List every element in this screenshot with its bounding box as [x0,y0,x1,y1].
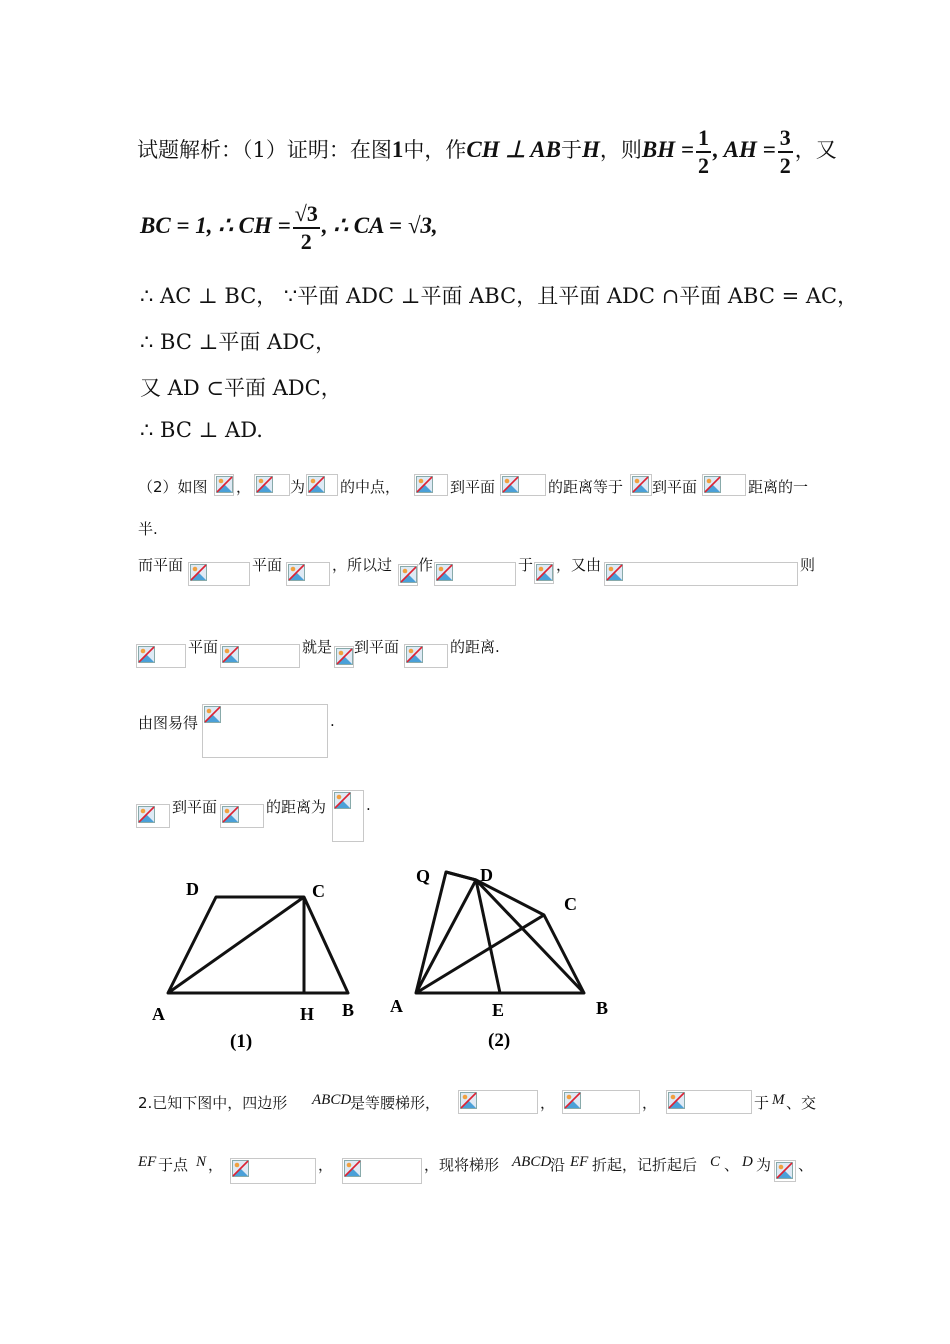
prob2-b-8: EF [570,1154,589,1170]
fraction-three-halves: $\frac{3}{2}$ [779,124,791,178]
p2-text-0: 而平面 [138,556,184,574]
label-q: Q [416,866,431,886]
p5-text-0: 到平面 [172,798,218,816]
solution-line-1: 试题解析：（1）证明：在图1中，作CH ⊥ AB于H，则BH = $\frac{1}{2}$ , AH = $\frac{3}{2}$ ，又 [137,124,837,178]
prob2-a-6: M [772,1092,785,1108]
p1-text-0: （2）如图 [138,478,208,496]
prob2-b-12: D [742,1154,753,1170]
p1-text-4: 到平面 [450,478,496,496]
p2-text-4: 于 [518,556,534,574]
label-c: C [564,894,577,914]
label-a: A [152,1004,165,1024]
formula-image [398,564,418,586]
formula-image [202,704,328,758]
p1b-text: 半. [138,520,158,538]
broken-image-icon [232,1160,249,1177]
prob2-b-9: 折起，记折起后 [592,1156,698,1174]
trapezoid-outline [168,897,348,993]
formula-image [306,474,338,496]
p1-text-6: 到平面 [652,478,698,496]
line-d-e [476,880,500,993]
line-q-d [446,872,476,880]
formula-image [458,1090,538,1114]
formula-image [214,474,234,496]
broken-image-icon [668,1092,685,1109]
p5-text-2: . [366,796,371,814]
p1-text-5: 的距离等于 [548,478,624,496]
diagonal-ac [168,897,304,993]
prob2-b-10: C [710,1154,721,1170]
formula-image [414,474,448,496]
prob2-a-4: ， [642,1094,658,1112]
p1-text-2: 为 [290,478,306,496]
p2-text-2: ，所以过 [332,556,393,574]
formula-image [136,804,170,828]
p1-text-7: 距离的一 [748,478,809,496]
formula-image [332,790,364,842]
caption-2: (2) [488,1030,511,1050]
broken-image-icon [190,564,207,581]
solution-line-2: BC = 1, ∴ CH = $\frac{√3}{2}$ , ∴ CA = √3, [140,200,438,254]
broken-image-icon [416,476,433,493]
formula-image [334,646,354,668]
formula-image [604,562,798,586]
figure-2-folded [384,860,624,1050]
formula-image [230,1158,316,1184]
broken-image-icon [308,476,325,493]
broken-image-icon [216,476,233,493]
broken-image-icon [606,564,623,581]
p3-text-3: 的距离. [450,638,500,656]
broken-image-icon [704,476,721,493]
formula-image [630,474,652,496]
p2-text-5: ，又由 [556,556,602,574]
prob2-b-13: 为 [756,1156,772,1174]
formula-image [254,474,290,496]
prob2-b-7: 沿 [550,1156,566,1174]
broken-image-icon [632,476,649,493]
p3-text-2: 到平面 [354,638,400,656]
broken-image-icon [536,564,553,581]
fraction-one-half: $\frac{1}{2}$ [697,124,709,178]
label-b: B [342,1000,355,1020]
solution-line-6: ∴ BC ⊥ AD. [140,418,263,442]
formula-image [500,474,546,496]
broken-image-icon [336,648,353,665]
prob2-b-6: ABCD [512,1154,552,1170]
broken-image-icon [288,564,305,581]
prob2-b-1: 于点 [158,1156,189,1174]
broken-image-icon [334,792,351,809]
prob2-b-0: EF [138,1154,157,1170]
formula-image [342,1158,422,1184]
broken-image-icon [222,806,239,823]
prob2-b-14: 、 [798,1156,814,1174]
label-e: E [492,1000,505,1020]
prob2-a-5: 于 [754,1094,770,1112]
formula-image [220,804,264,828]
broken-image-icon [400,566,417,583]
formula-image [434,562,516,586]
prob2-b-4: ， [318,1156,334,1174]
broken-image-icon [776,1162,793,1179]
p1-text-1: ， [236,478,252,496]
formula-image [136,644,186,668]
p3-text-1: 就是 [302,638,333,656]
broken-image-icon [344,1160,361,1177]
figure-1-trapezoid [140,870,380,1060]
broken-image-icon [460,1092,477,1109]
prob2-a-3: ， [540,1094,556,1112]
broken-image-icon [138,646,155,663]
solution-line-5: 又 AD ⊂平面 ADC， [140,376,342,400]
formula-image [666,1090,752,1114]
solution-line-3: ∴ AC ⊥ BC， ∵平面 ADC ⊥平面 ABC，且平面 ADC ∩平面 ABC = AC， [140,284,859,308]
prob2-a-1: ABCD [312,1092,352,1108]
formula-image [404,644,448,668]
label-b: B [596,998,609,1018]
formula-image [220,644,300,668]
broken-image-icon [222,646,239,663]
label-h: H [300,1004,315,1024]
p1-text-3: 的中点， [340,478,401,496]
label-d: D [480,865,493,885]
p4-text-0: 由图易得 [138,714,199,732]
caption-1: (1) [230,1031,253,1052]
p5-text-1: 的距离为 [266,798,327,816]
label-c: C [312,881,325,901]
p2-text-6: 则 [800,556,816,574]
broken-image-icon [564,1092,581,1109]
p2-text-1: 平面 [252,556,283,574]
solution-line-4: ∴ BC ⊥平面 ADC， [140,330,337,354]
prob2-b-5: ，现将梯形 [424,1156,500,1174]
prob2-b-2: N [196,1154,207,1170]
p2-text-3: 作 [418,556,434,574]
prob2-b-3: ， [208,1156,224,1174]
formula-image [702,474,746,496]
formula-image [188,562,250,586]
formula-image [774,1160,796,1182]
outline [416,872,584,993]
broken-image-icon [138,806,155,823]
prob2-a-7: 、交 [786,1094,817,1112]
formula-image [286,562,330,586]
prob2-a-2: 是等腰梯形， [350,1094,441,1112]
broken-image-icon [204,706,221,723]
formula-image [534,562,554,584]
broken-image-icon [256,476,273,493]
broken-image-icon [406,646,423,663]
label-a: A [390,996,403,1016]
fraction-root3-over-2: $\frac{√3}{2}$ [294,200,318,254]
prob2-a-0: 2.已知下图中，四边形 [138,1094,288,1112]
p3-text-0: 平面 [188,638,219,656]
formula-image [562,1090,640,1114]
broken-image-icon [436,564,453,581]
p4-text-1: . [330,712,335,730]
label-d: D [186,879,199,899]
prob2-b-11: 、 [724,1156,740,1174]
broken-image-icon [502,476,519,493]
